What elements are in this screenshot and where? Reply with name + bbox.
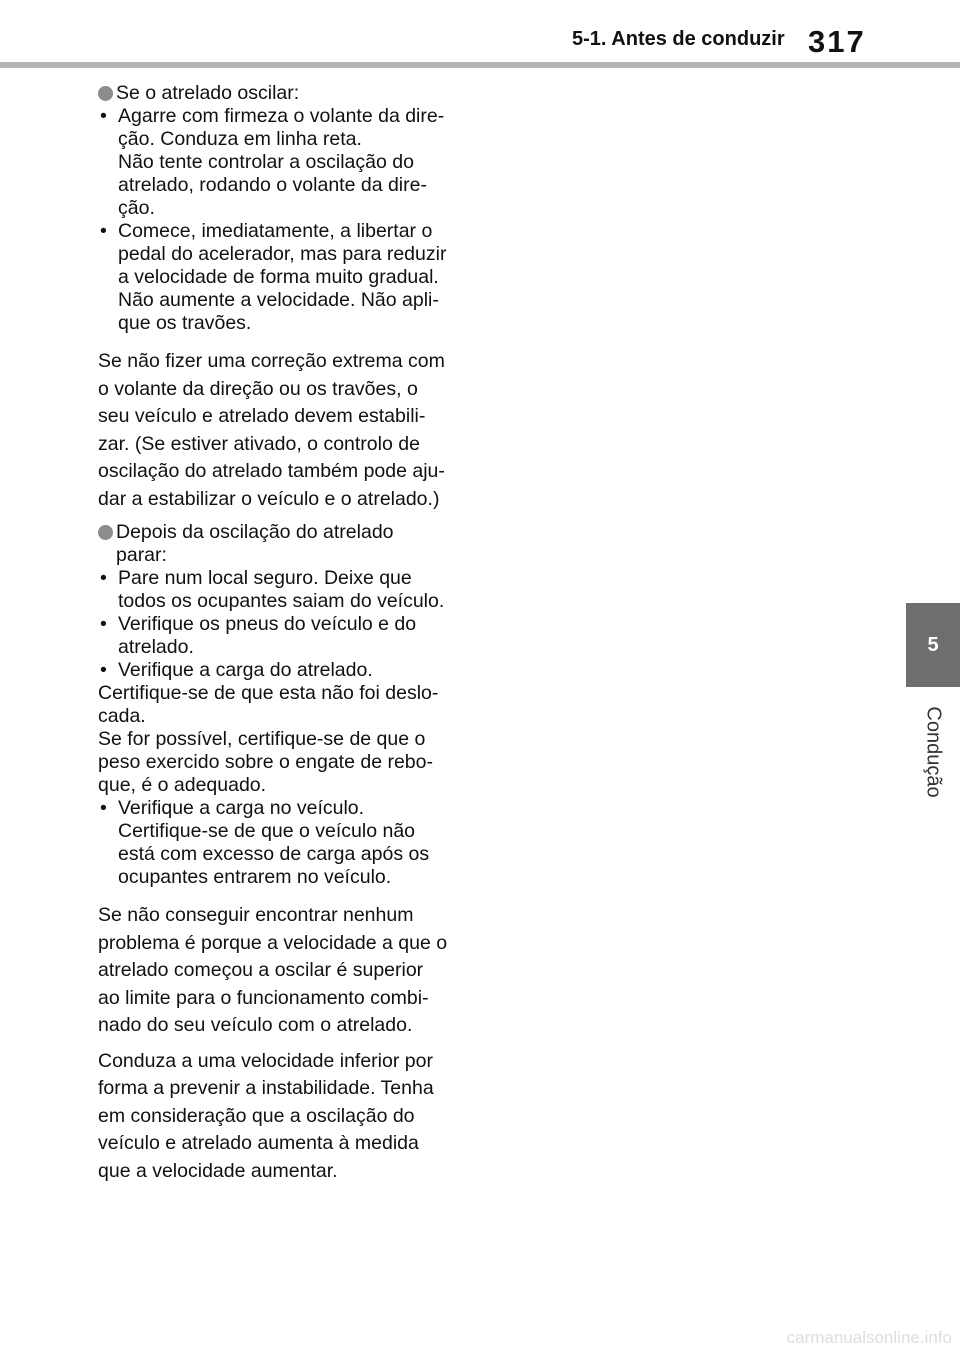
lead-item	[98, 521, 470, 567]
lead-text: Depois da oscilação do atrelado parar:	[116, 521, 394, 566]
circle-bullet-icon	[98, 86, 113, 101]
chapter-tab[interactable]	[906, 603, 960, 687]
after-sway-instructions	[98, 521, 470, 889]
sway-instructions	[98, 82, 470, 335]
header-rule	[0, 62, 960, 68]
list-item-text: Verifique a carga no veículo. Certifique-se de que o veículo não está com excesso de carga após os ocupantes entrarem no veículo.	[118, 797, 430, 888]
paragraph: Se não conseguir encontrar nenhum problema é porque a velocidade a que o atrelado começou a oscilar é superior ao limite para o funcionamento combi- nado do seu veículo com o atrelado.	[98, 904, 448, 1036]
list-item	[98, 567, 470, 613]
list-item	[98, 659, 470, 682]
lead-item	[98, 82, 470, 105]
section-title: 5-1. Antes de conduzir	[572, 28, 785, 50]
list-item-text: Verifique os pneus do veículo e do atrelado.	[118, 613, 417, 658]
chapter-number: 5	[927, 633, 939, 656]
bullet-dot-icon: •	[100, 220, 107, 242]
paragraph: Se não fizer uma correção extrema com o volante da direção ou os travões, o seu veículo e atrelado devem estabili- zar. (Se estiver ativado, o controlo de oscilação do atrelado também pode aju- dar a estabilizar o veículo e o atrelado.)	[98, 350, 445, 510]
bullet-dot-icon: •	[100, 659, 107, 681]
main-content	[98, 82, 470, 1193]
chapter-label: Condução	[922, 706, 945, 798]
page-number: 317	[808, 24, 866, 59]
paragraph: Conduza a uma velocidade inferior por forma a prevenir a instabilidade. Tenha em consideração que a oscilação do veículo e atrelado aumenta à medida que a velocidade aumentar.	[98, 1049, 434, 1182]
load-note: Certifique-se de que esta não foi deslo- cada. Se for possível, certifique-se de que o peso exercido sobre o engate de rebo- que, é o adequado.	[98, 682, 439, 796]
list-item	[98, 220, 470, 335]
bullet-dot-icon: •	[100, 613, 107, 635]
list-item-text: Verifique a carga do atrelado.	[118, 659, 373, 681]
list-item-text: Comece, imediatamente, a libertar o pedal do acelerador, mas para reduzir a velocidade de forma muito gradual. Não aumente a velocidade. Não apli- que os travões.	[118, 220, 447, 334]
bullet-dot-icon: •	[100, 567, 107, 589]
list-item-text: Pare num local seguro. Deixe que todos os ocupantes saiam do veículo.	[118, 567, 445, 612]
bullet-dot-icon: •	[100, 797, 107, 819]
lead-text: Se o atrelado oscilar:	[116, 82, 300, 104]
list-item	[98, 797, 470, 889]
footer-watermark: carmanualsonline.info	[786, 1328, 952, 1347]
list-item	[98, 613, 470, 659]
list-item	[98, 105, 470, 220]
list-item-text: Agarre com firmeza o volante da dire- ção. Conduza em linha reta. Não tente controlar a oscilação do atrelado, rodando o volante da dire- ção.	[118, 105, 445, 219]
circle-bullet-icon	[98, 525, 113, 540]
bullet-dot-icon: •	[100, 105, 107, 127]
